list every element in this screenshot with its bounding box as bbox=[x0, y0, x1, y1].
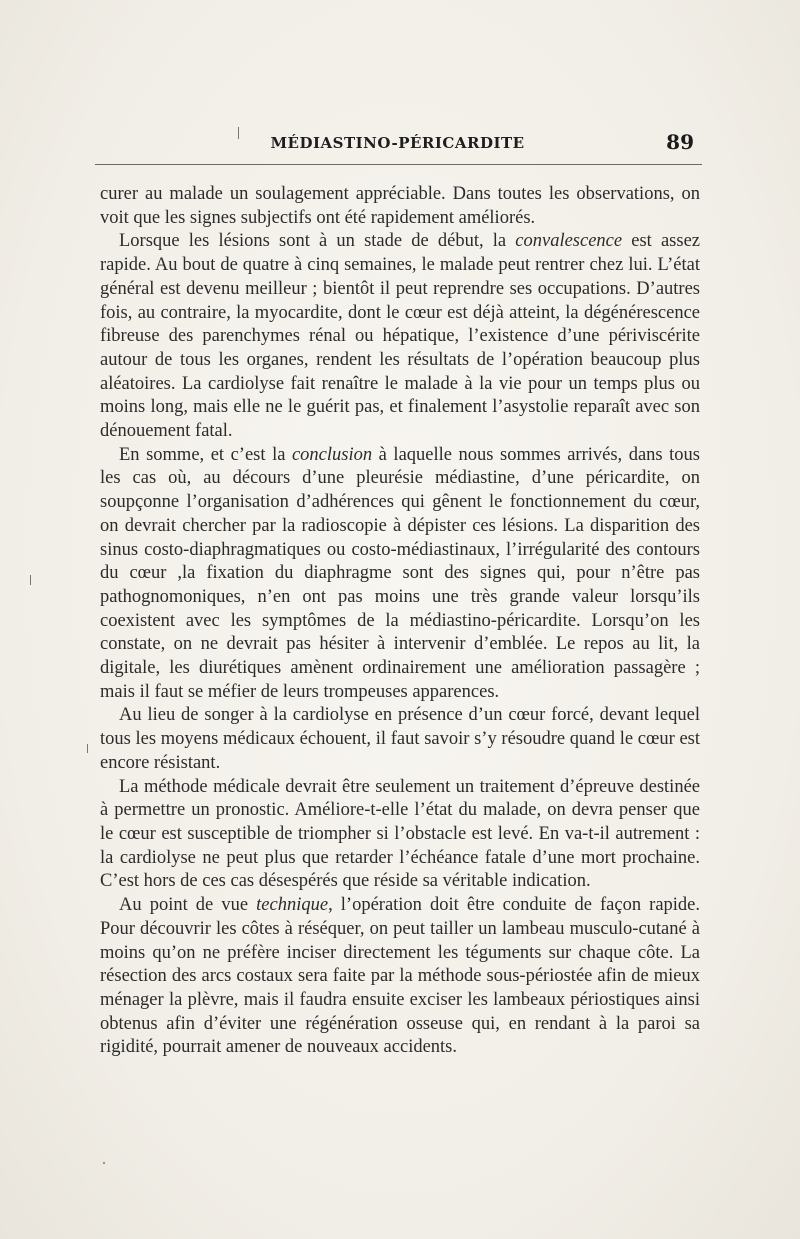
text-run: est assez rapide. Au bout de quatre à cinq semaines, le malade peut rentrer chez lui. L’état général est devenu meilleur ; bientôt il peut reprendre ses occupations. D’autres fois, au contraire, la myocardite, dont le cœur est déjà atteint, la dégénérescence fibreuse des parenchymes rénal ou hépatique, l’existence d’une périviscérite autour de tous les organes, rendent les résultats de l’opération beaucoup plus aléatoires. La cardiolyse fait renaître le malade à la vie pour un temps plus ou moins long, mais elle ne le guérit pas, et finalement l’asystolie reparaît avec son dénouement fatal. bbox=[100, 231, 700, 442]
text-run: En somme, et c’est la bbox=[119, 444, 292, 465]
scan-speck bbox=[103, 1162, 105, 1164]
text-run: Lorsque les lésions sont à un stade de début, la bbox=[119, 231, 516, 252]
text-run: Au lieu de songer à la cardiolyse en présence d’un cœur forcé, devant lequel tous les moyens médicaux échouent, il faut savoir s’y résoudre quand le cœur est encore résistant. bbox=[100, 705, 700, 773]
paragraph bbox=[100, 704, 700, 775]
italic-term: convalescence bbox=[515, 231, 623, 252]
scan-speck bbox=[87, 744, 88, 753]
paragraph bbox=[100, 776, 700, 895]
header-rule bbox=[95, 164, 702, 165]
page-header bbox=[95, 128, 700, 158]
text-run: Au point de vue bbox=[119, 895, 257, 916]
text-run: La méthode médicale devrait être seulement un traitement d’épreuve destinée à permettre un pronostic. Améliore-t-elle l’état du malade, on devra penser que le cœur est susceptible de triompher si l’obstacle est levé. En va-t-il autrement : la cardiolyse ne peut plus que retarder l’échéance fatale d’une mort prochaine. C’est hors de ces cas désespérés que réside sa véritable indication. bbox=[100, 776, 700, 892]
paragraph bbox=[100, 444, 700, 705]
body-text bbox=[100, 183, 700, 1060]
paragraph bbox=[100, 183, 700, 230]
scan-speck bbox=[30, 575, 31, 585]
page-number: 89 bbox=[666, 130, 694, 154]
paragraph bbox=[100, 894, 700, 1060]
running-title: MÉDIASTINO-PÉRICARDITE bbox=[270, 134, 525, 152]
italic-term: technique bbox=[256, 895, 329, 916]
paragraph bbox=[100, 230, 700, 443]
italic-term: conclusion bbox=[291, 444, 373, 465]
text-run: , l’opération doit être conduite de façon rapide. Pour découvrir les côtes à réséquer, on peut tailler un lambeau musculo-cutané à moins qu’on ne préfère inciser directement les téguments sur chaque côte. La résection des arcs costaux sera faite par la méthode sous-périostée afin de mieux ménager la plèvre, mais il faudra ensuite exciser les lambeaux périostiques ainsi obtenus afin d’éviter une régénération osseuse qui, en rendant à la paroi sa rigidité, pourrait amener de nouveaux accidents. bbox=[100, 895, 701, 1058]
text-run: curer au malade un soulagement appréciable. Dans toutes les observations, on voit que les signes subjectifs ont été rapidement améliorés. bbox=[100, 184, 700, 228]
text-run: à laquelle nous sommes arrivés, dans tous les cas où, au décours d’une pleurésie médiastine, d’une péricardite, on soupçonne l’organisation d’adhérences qui gênent le fonctionnement du cœur, on devrait chercher par la radioscopie à dépister ces lésions. La disparition des sinus costo-diaphragmatiques ou costo-médiastinaux, l’irrégularité des contours du cœur ,la fixation du diaphragme sont des signes qui, pour n’être pas pathognomoniques, n’en ont pas moins une très grande valeur lorsqu’ils coexistent avec les symptômes de la médiastino-péricardite. Lorsqu’on les constate, on ne devrait pas hésiter à intervenir d’emblée. Le repos au lit, la digitale, les diurétiques amènent ordinairement une amélioration passagère ; mais il faut se méfier de leurs trompeuses apparences. bbox=[100, 444, 700, 702]
